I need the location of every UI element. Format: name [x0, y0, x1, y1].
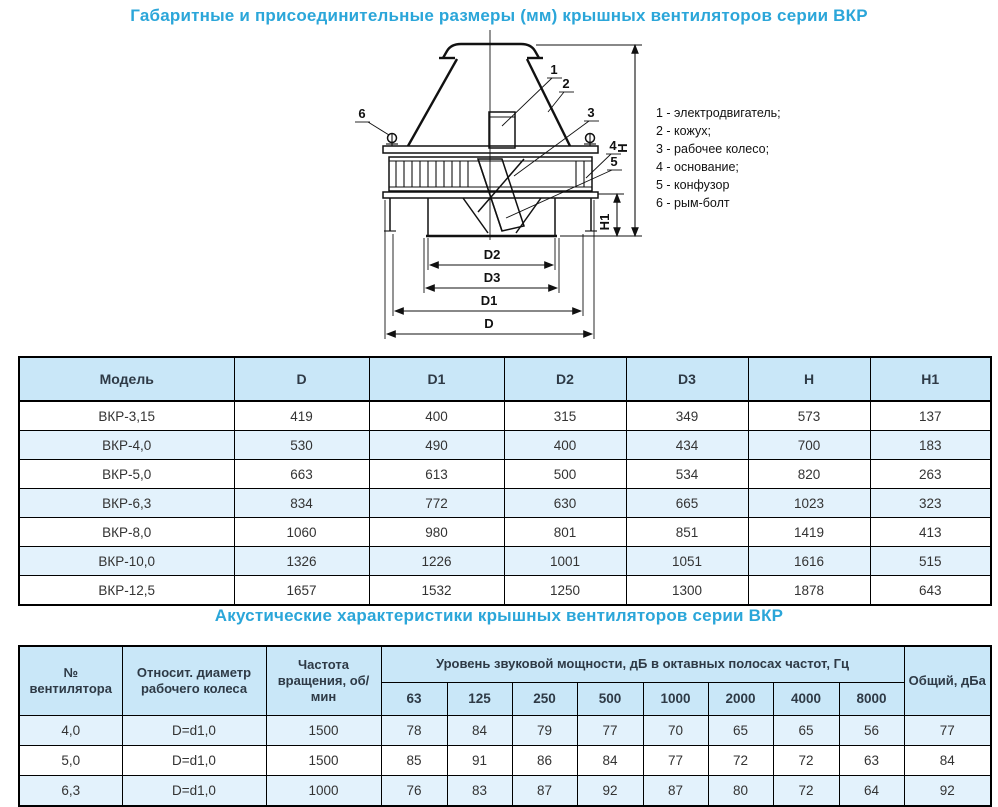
callout-2	[548, 76, 574, 112]
dimensions-header-row	[19, 357, 991, 401]
value-cell: 490	[369, 431, 504, 460]
fan-cap	[443, 44, 539, 58]
dim-D3-label: D3	[483, 270, 501, 285]
legend-item: 3 - рабочее колесо;	[656, 142, 770, 156]
value-cell: 1657	[234, 576, 369, 606]
table-row	[19, 431, 991, 460]
table-row	[19, 401, 991, 431]
top-flange	[383, 146, 598, 153]
value-cell: 665	[626, 489, 748, 518]
col-rel-diameter: Относит. диаметр рабочего колеса	[122, 646, 266, 716]
dim-D1-label: D1	[480, 293, 498, 308]
table-row	[19, 489, 991, 518]
col-D: D	[234, 357, 369, 401]
dim-D2-label: D2	[483, 247, 501, 262]
col-fan-no: № вентилятора	[19, 646, 122, 716]
page-title: Габаритные и присоединительные размеры (мм) крышных вентиляторов серии ВКР	[130, 6, 868, 25]
value-cell: 183	[870, 431, 991, 460]
value-cell: 400	[369, 401, 504, 431]
rotation-cell: 1000	[266, 776, 381, 807]
col-freq-500: 500	[577, 683, 643, 716]
col-freq-1000: 1000	[643, 683, 708, 716]
value-cell: 1300	[626, 576, 748, 606]
rotation-cell: 1500	[266, 716, 381, 746]
value-cell: 1326	[234, 547, 369, 576]
value-cell: 1001	[504, 547, 626, 576]
value-cell: 76	[381, 776, 447, 807]
col-total: Общий, дБа	[904, 646, 991, 716]
value-cell: 56	[839, 716, 904, 746]
impeller	[478, 159, 524, 231]
acoustic-table	[18, 645, 992, 807]
diagram-legend	[656, 104, 781, 212]
model-cell: ВКР-6,3	[19, 489, 234, 518]
model-cell: ВКР-12,5	[19, 576, 234, 606]
value-cell: 820	[748, 460, 870, 489]
value-cell: 419	[234, 401, 369, 431]
value-cell: 85	[381, 746, 447, 776]
value-cell: 700	[748, 431, 870, 460]
legend-item: 6 - рым-болт	[656, 196, 730, 210]
total-cell: 77	[904, 716, 991, 746]
value-cell: 72	[773, 746, 839, 776]
model-cell: ВКР-3,15	[19, 401, 234, 431]
col-model: Модель	[19, 357, 234, 401]
rotation-cell: 1500	[266, 746, 381, 776]
value-cell: 1532	[369, 576, 504, 606]
svg-text:3: 3	[587, 105, 595, 120]
value-cell: 613	[369, 460, 504, 489]
acoustic-title: Акустические характеристики крышных вентиляторов серии ВКР	[214, 606, 784, 625]
col-H: H	[748, 357, 870, 401]
total-cell: 84	[904, 746, 991, 776]
model-cell: ВКР-10,0	[19, 547, 234, 576]
dim-D-label: D	[484, 316, 494, 331]
fan-no-cell: 5,0	[19, 746, 122, 776]
table-row	[19, 746, 991, 776]
rel-diameter-cell: D=d1,0	[122, 716, 266, 746]
value-cell: 1060	[234, 518, 369, 547]
value-cell: 80	[708, 776, 773, 807]
value-cell: 263	[870, 460, 991, 489]
model-cell: ВКР-8,0	[19, 518, 234, 547]
table-row	[19, 576, 991, 606]
value-cell: 1419	[748, 518, 870, 547]
table-row	[19, 716, 991, 746]
value-cell: 72	[708, 746, 773, 776]
value-cell: 64	[839, 776, 904, 807]
value-cell: 349	[626, 401, 748, 431]
col-D3: D3	[626, 357, 748, 401]
callout-6	[355, 106, 389, 135]
value-cell: 78	[381, 716, 447, 746]
total-cell: 92	[904, 776, 991, 807]
svg-text:4: 4	[609, 138, 617, 153]
col-sound-power: Уровень звуковой мощности, дБ в октавных полосах частот, Гц	[381, 646, 904, 683]
legend-item: 5 - конфузор	[656, 178, 730, 192]
value-cell: 315	[504, 401, 626, 431]
value-cell: 834	[234, 489, 369, 518]
col-rotation: Частота вращения, об/мин	[266, 646, 381, 716]
table-row	[19, 460, 991, 489]
fan-no-cell: 4,0	[19, 716, 122, 746]
value-cell: 772	[369, 489, 504, 518]
value-cell: 530	[234, 431, 369, 460]
legend-item: 4 - основание;	[656, 160, 739, 174]
value-cell: 434	[626, 431, 748, 460]
value-cell: 1250	[504, 576, 626, 606]
table-row	[19, 547, 991, 576]
value-cell: 83	[447, 776, 512, 807]
dim-H1-label: H1	[597, 213, 612, 231]
model-cell: ВКР-4,0	[19, 431, 234, 460]
col-freq-2000: 2000	[708, 683, 773, 716]
value-cell: 851	[626, 518, 748, 547]
value-cell: 79	[512, 716, 577, 746]
svg-text:6: 6	[358, 106, 366, 121]
value-cell: 980	[369, 518, 504, 547]
value-cell: 86	[512, 746, 577, 776]
acoustic-header-row-1	[19, 646, 991, 683]
value-cell: 1051	[626, 547, 748, 576]
value-cell: 1616	[748, 547, 870, 576]
value-cell: 630	[504, 489, 626, 518]
fan-no-cell: 6,3	[19, 776, 122, 807]
value-cell: 801	[504, 518, 626, 547]
col-D2: D2	[504, 357, 626, 401]
col-H1: H1	[870, 357, 991, 401]
value-cell: 77	[643, 746, 708, 776]
value-cell: 573	[748, 401, 870, 431]
base	[384, 198, 597, 236]
value-cell: 63	[839, 746, 904, 776]
model-cell: ВКР-5,0	[19, 460, 234, 489]
dimensions-table	[18, 356, 992, 606]
col-freq-8000: 8000	[839, 683, 904, 716]
value-cell: 65	[773, 716, 839, 746]
value-cell: 1226	[369, 547, 504, 576]
value-cell: 91	[447, 746, 512, 776]
svg-text:5: 5	[610, 154, 618, 169]
svg-text:1: 1	[550, 62, 558, 77]
value-cell: 413	[870, 518, 991, 547]
legend-item: 1 - электродвигатель;	[656, 106, 781, 120]
value-cell: 72	[773, 776, 839, 807]
value-cell: 65	[708, 716, 773, 746]
value-cell: 87	[643, 776, 708, 807]
value-cell: 87	[512, 776, 577, 807]
value-cell: 400	[504, 431, 626, 460]
value-cell: 663	[234, 460, 369, 489]
cone-right	[527, 59, 570, 146]
value-cell: 77	[577, 716, 643, 746]
svg-text:2: 2	[562, 76, 570, 91]
col-D1: D1	[369, 357, 504, 401]
col-freq-125: 125	[447, 683, 512, 716]
value-cell: 84	[577, 746, 643, 776]
value-cell: 643	[870, 576, 991, 606]
fan-diagram	[326, 26, 670, 360]
value-cell: 70	[643, 716, 708, 746]
value-cell: 534	[626, 460, 748, 489]
table-row	[19, 776, 991, 807]
value-cell: 515	[870, 547, 991, 576]
value-cell: 323	[870, 489, 991, 518]
confuser	[463, 198, 541, 233]
rel-diameter-cell: D=d1,0	[122, 776, 266, 807]
dim-H-label: H	[615, 143, 630, 153]
callout-5	[506, 154, 622, 218]
eye-bolt-left	[386, 133, 398, 146]
cone-left	[408, 59, 457, 146]
col-freq-63: 63	[381, 683, 447, 716]
col-freq-250: 250	[512, 683, 577, 716]
value-cell: 500	[504, 460, 626, 489]
value-cell: 84	[447, 716, 512, 746]
value-cell: 1023	[748, 489, 870, 518]
table-row	[19, 518, 991, 547]
col-freq-4000: 4000	[773, 683, 839, 716]
eye-bolt-right	[584, 133, 596, 146]
value-cell: 1878	[748, 576, 870, 606]
value-cell: 92	[577, 776, 643, 807]
rel-diameter-cell: D=d1,0	[122, 746, 266, 776]
value-cell: 137	[870, 401, 991, 431]
legend-item: 2 - кожух;	[656, 124, 711, 138]
